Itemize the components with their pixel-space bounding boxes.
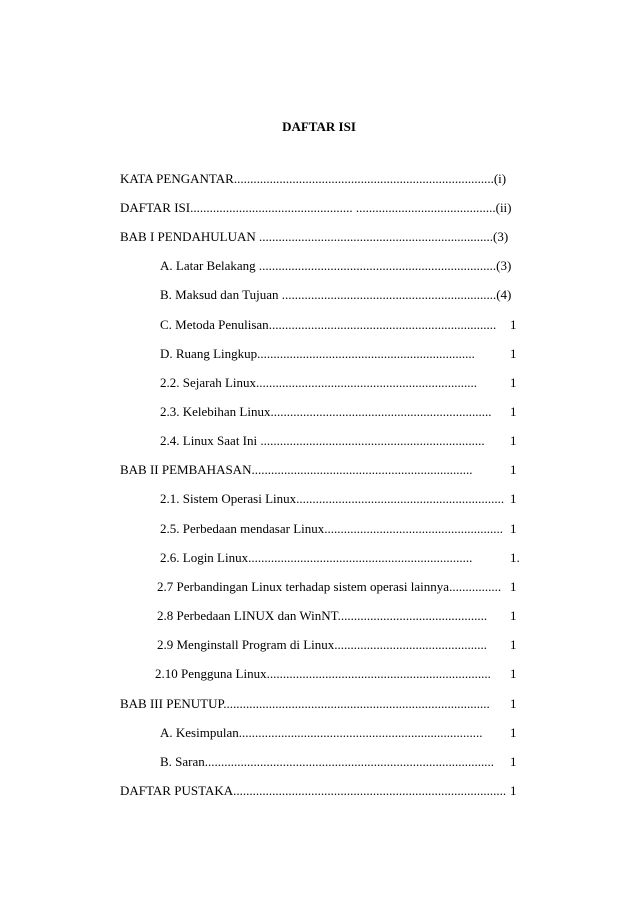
toc-entry-leader: ..............................................: [337, 608, 488, 623]
toc-entry-perbandingan-linux: [157, 578, 520, 596]
toc-entry-linux-saat-ini: [160, 432, 520, 450]
toc-entry-daftar-isi: [120, 199, 522, 217]
toc-entry-leader: ..................................................................: [281, 287, 497, 302]
toc-entry-ruang-lingkup: [160, 345, 520, 363]
toc-entry-page: (3): [493, 229, 509, 244]
toc-entry-maksud-tujuan: [160, 286, 520, 304]
toc-entry-leader: ................: [449, 579, 502, 594]
toc-entry-text: KATA PENGANTAR: [120, 171, 234, 186]
toc-entry-page: 1: [510, 346, 517, 361]
toc-entry-text: DAFTAR PUSTAKA: [120, 783, 234, 798]
toc-entry-text: BAB I PENDAHULUAN: [120, 229, 260, 244]
toc-entry-text: A. Kesimpulan: [160, 725, 239, 740]
toc-entry-text: 2.9 Menginstall Program di Linux: [157, 637, 335, 652]
toc-entry-sistem-operasi-linux: [160, 490, 520, 508]
toc-entry-saran: [160, 753, 520, 771]
toc-entry-text: D. Ruang Lingkup: [160, 346, 258, 361]
toc-entry-text: 2.4. Linux Saat Ini: [160, 433, 261, 448]
page-title: DAFTAR ISI: [282, 119, 356, 134]
toc-entry-page: 1: [510, 783, 517, 798]
toc-entry-page: 1: [510, 608, 517, 623]
toc-entry-bab-1: [120, 228, 520, 246]
toc-entry-text: B. Maksud dan Tujuan: [160, 287, 282, 302]
toc-entry-page: 1: [510, 754, 517, 769]
toc-entry-leader: ....................................................................: [251, 462, 473, 477]
toc-entry-leader: .....................................................................: [266, 666, 491, 681]
toc-entry-bab-3: [120, 695, 520, 713]
toc-entry-latar-belakang: [160, 257, 520, 275]
toc-entry-leader: ................................................................: [296, 491, 505, 506]
toc-entry-page: (i): [493, 171, 507, 186]
toc-entry-page: 1: [510, 317, 517, 332]
toc-entry-text: B. Saran: [160, 754, 205, 769]
toc-entry-kelebihan-linux: [160, 403, 520, 421]
toc-entry-text: C. Metoda Penulisan: [160, 317, 269, 332]
toc-entry-text: 2.10 Pengguna Linux: [155, 666, 267, 681]
toc-entry-leader: .......................................................: [324, 521, 504, 536]
toc-entry-text: 2.7 Perbandingan Linux terhadap sistem operasi lainnya: [157, 579, 450, 594]
toc-entry-leader: ...................................................................: [257, 346, 475, 361]
toc-entry-leader: ..................................................................................: [223, 696, 490, 711]
toc-entry-kesimpulan: [160, 724, 520, 742]
toc-entry-leader: ....................................................................: [256, 375, 478, 390]
toc-entry-menginstall-program: [157, 636, 520, 654]
toc-entry-login-linux: [160, 549, 520, 567]
toc-entry-page: 1: [510, 491, 517, 506]
toc-entry-text: 2.1. Sistem Operasi Linux: [160, 491, 297, 506]
toc-entry-leader: ................................................................................: [233, 171, 494, 186]
toc-entry-kata-pengantar: [120, 170, 516, 188]
toc-entry-leader: ........................................................................: [259, 229, 494, 244]
toc-entry-page: (3): [496, 258, 512, 273]
toc-entry-text: 2.8 Perbedaan LINUX dan WinNT: [157, 608, 338, 623]
toc-entry-page: 1.: [510, 550, 520, 565]
toc-entry-page: 1: [510, 404, 517, 419]
toc-entry-text: A. Latar Belakang: [160, 258, 259, 273]
toc-entry-metoda-penulisan: [160, 316, 520, 334]
toc-entry-page: (4): [496, 287, 512, 302]
toc-entry-leader: .................................................. ...........................................: [190, 200, 496, 215]
toc-entry-page: 1: [510, 637, 517, 652]
toc-entry-leader: ...............................................: [334, 637, 488, 652]
toc-entry-pengguna-linux: [155, 665, 520, 683]
toc-entry-page: 1: [510, 666, 517, 681]
toc-entry-sejarah-linux: [160, 374, 520, 392]
toc-entry-leader: .........................................................................................: [204, 754, 495, 769]
toc-entry-perbedaan-winnt: [157, 607, 520, 625]
toc-entry-leader: ....................................................................: [270, 404, 492, 419]
toc-entry-text: BAB II PEMBAHASAN: [120, 462, 252, 477]
toc-entry-page: 1: [510, 696, 517, 711]
toc-entry-text: DAFTAR ISI: [120, 200, 191, 215]
toc-entry-page: 1: [510, 521, 517, 536]
toc-entry-text: BAB III PENUTUP: [120, 696, 224, 711]
toc-entry-page: 1: [510, 462, 517, 477]
toc-entry-page: 1: [510, 433, 517, 448]
toc-entry-leader: .....................................................................: [248, 550, 473, 565]
toc-entry-page: 1: [510, 725, 517, 740]
toc-entry-leader: ....................................................................................: [233, 783, 507, 798]
toc-entry-page: (ii): [495, 200, 512, 215]
toc-entry-perbedaan-mendasar: [160, 520, 520, 538]
toc-entry-leader: ...........................................................................: [238, 725, 483, 740]
toc-entry-page: 1: [510, 375, 517, 390]
toc-entry-leader: .........................................................................: [258, 258, 497, 273]
toc-entry-leader: ......................................................................: [268, 317, 497, 332]
toc-entry-text: 2.2. Sejarah Linux: [160, 375, 257, 390]
toc-entry-text: 2.3. Kelebihan Linux: [160, 404, 271, 419]
toc-entry-daftar-pustaka: [120, 782, 520, 800]
toc-entry-leader: .....................................................................: [260, 433, 485, 448]
toc-entry-page: 1: [510, 579, 517, 594]
toc-entry-bab-2: [120, 461, 520, 479]
toc-entry-text: 2.6. Login Linux: [160, 550, 249, 565]
toc-entry-text: 2.5. Perbedaan mendasar Linux: [160, 521, 325, 536]
